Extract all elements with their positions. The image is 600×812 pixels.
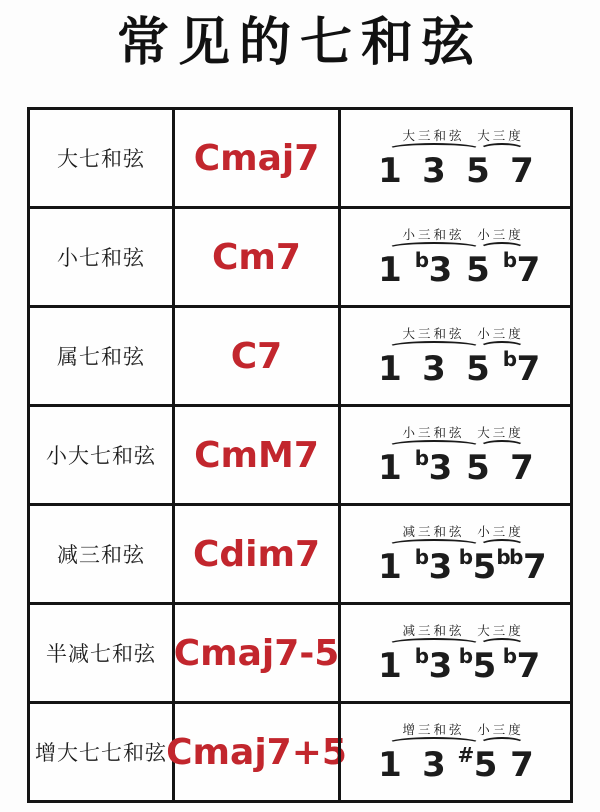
scale-degree: 3 [428,448,453,488]
formula-token [509,745,534,785]
scale-degree: 3 [428,250,453,290]
accidental: b [414,446,428,470]
accidental: b [414,644,428,668]
chord-formula [368,324,544,388]
chord-symbol: Cmaj7 [193,137,320,179]
formula-token [421,151,446,191]
chord-formula-cell [338,407,570,503]
formula-token [377,646,402,686]
chord-chinese-name: 增大七七和弦 [35,741,167,765]
formula-token [458,644,497,686]
chord-formula-cell [338,704,570,800]
interval-arc-label: 大三度 [477,623,524,638]
interval-arc-label: 大三度 [477,425,524,440]
formula-token [377,151,402,191]
chord-formula-cell [338,110,570,206]
table-row [30,503,570,602]
chord-formula-cell [338,308,570,404]
formula-token [509,448,534,488]
chord-symbol-cell [172,506,338,602]
formula-token [465,349,490,389]
formula-token [421,349,446,389]
formula-token [414,644,453,686]
formula-token [377,448,402,488]
chord-formula-cell [338,605,570,701]
scale-degree: 1 [378,646,402,686]
chord-name-cell [30,308,172,404]
table-row [30,305,570,404]
chord-symbol: CmM7 [194,434,319,476]
chord-chinese-name: 半减七和弦 [46,642,156,666]
chord-name-cell [30,407,172,503]
formula-token [465,151,490,191]
formula-degrees [368,248,544,290]
accidental: b [458,644,472,668]
chord-name-cell [30,209,172,305]
formula-degrees [368,644,544,686]
formula-token [421,745,446,785]
scale-degree: 5 [466,151,490,191]
chord-chinese-name: 小大七和弦 [46,444,156,468]
chord-symbol-cell [172,407,338,503]
scale-degree: 3 [422,349,446,389]
chord-symbol-cell [172,209,338,305]
formula-token [502,248,541,290]
formula-degrees [368,743,544,785]
chord-symbol: Cdim7 [192,533,321,575]
interval-arc-label: 大三度 [477,128,524,143]
accidental: b [502,644,516,668]
accidental: # [457,743,473,767]
triad-arc-label: 减三和弦 [402,524,465,539]
chord-symbol: Cmaj7+5 [166,731,347,773]
triad-arc-label: 增三和弦 [402,722,465,737]
chord-name-cell [30,506,172,602]
accidental: bb [496,545,522,569]
table-row [30,110,570,206]
triad-arc-label: 减三和弦 [402,623,465,638]
table-row [30,206,570,305]
formula-degrees [368,545,547,587]
chord-symbol: Cm7 [212,236,301,278]
formula-token [414,248,453,290]
formula-token [377,547,402,587]
chord-formula-cell [338,209,570,305]
triad-arc-label: 大三和弦 [402,128,465,143]
accidental: b [502,248,516,272]
accidental: b [502,347,516,371]
scale-degree: 7 [510,745,534,785]
chord-symbol: Cmaj7-5 [173,632,340,674]
chord-chinese-name: 减三和弦 [57,543,145,567]
chord-name-cell [30,110,172,206]
chord-symbol-cell [166,704,347,800]
chord-name-cell [30,704,172,800]
page-title: 常见的七和弦 [116,12,483,73]
formula-token [502,644,541,686]
interval-arc-label: 小三度 [477,524,524,539]
scale-degree: 3 [422,151,446,191]
triad-arc-label: 小三和弦 [402,425,465,440]
chord-formula [368,522,547,587]
chord-formula-cell [338,506,570,602]
formula-token [502,347,541,389]
accidental: b [414,545,428,569]
formula-token [465,250,490,290]
interval-arc-label: 小三度 [477,227,524,242]
triad-arc-label: 小三和弦 [402,227,465,242]
scale-degree: 5 [466,250,490,290]
table-row [30,404,570,503]
formula-degrees [368,151,544,191]
table-row [30,701,570,800]
table-row [30,602,570,701]
scale-degree: 5 [466,448,490,488]
scale-degree: 7 [516,250,541,290]
chord-formula [368,720,544,784]
chord-formula [368,126,544,190]
chord-table [27,107,573,803]
chord-name-cell [30,605,172,701]
scale-degree: 7 [516,646,541,686]
chord-formula [368,621,544,685]
scale-degree: 1 [378,448,402,488]
chord-symbol-cell [172,308,338,404]
chord-symbol-cell [172,605,338,701]
formula-token [377,745,402,785]
chord-symbol: C7 [230,335,283,377]
formula-degrees [368,347,544,389]
scale-degree: 3 [428,547,453,587]
scale-degree: 1 [378,250,402,290]
scale-degree: 3 [422,745,446,785]
formula-token [414,545,453,587]
scale-degree: 7 [510,151,534,191]
formula-token [458,545,497,587]
scale-degree: 7 [522,547,547,587]
formula-token [457,743,498,785]
chord-chinese-name: 属七和弦 [57,345,145,369]
formula-token [414,446,453,488]
accidental: b [414,248,428,272]
formula-degrees [368,446,544,488]
scale-degree: 5 [472,547,497,587]
formula-token [377,250,402,290]
triad-arc-label: 大三和弦 [402,326,465,341]
chord-symbol-cell [172,110,338,206]
scale-degree: 1 [378,547,402,587]
formula-token [509,151,534,191]
scale-degree: 7 [516,349,541,389]
scale-degree: 1 [378,151,402,191]
formula-token [465,448,490,488]
interval-arc-label: 小三度 [477,326,524,341]
formula-token [377,349,402,389]
scale-degree: 5 [473,745,498,785]
formula-token [496,545,547,587]
scale-degree: 1 [378,745,402,785]
scale-degree: 7 [510,448,534,488]
chord-chinese-name: 小七和弦 [57,246,145,270]
chord-chinese-name: 大七和弦 [57,147,145,171]
chord-formula [368,423,544,487]
chord-formula [368,225,544,289]
scale-degree: 1 [378,349,402,389]
scale-degree: 3 [428,646,453,686]
scale-degree: 5 [466,349,490,389]
interval-arc-label: 小三度 [477,722,524,737]
accidental: b [458,545,472,569]
scale-degree: 5 [472,646,497,686]
